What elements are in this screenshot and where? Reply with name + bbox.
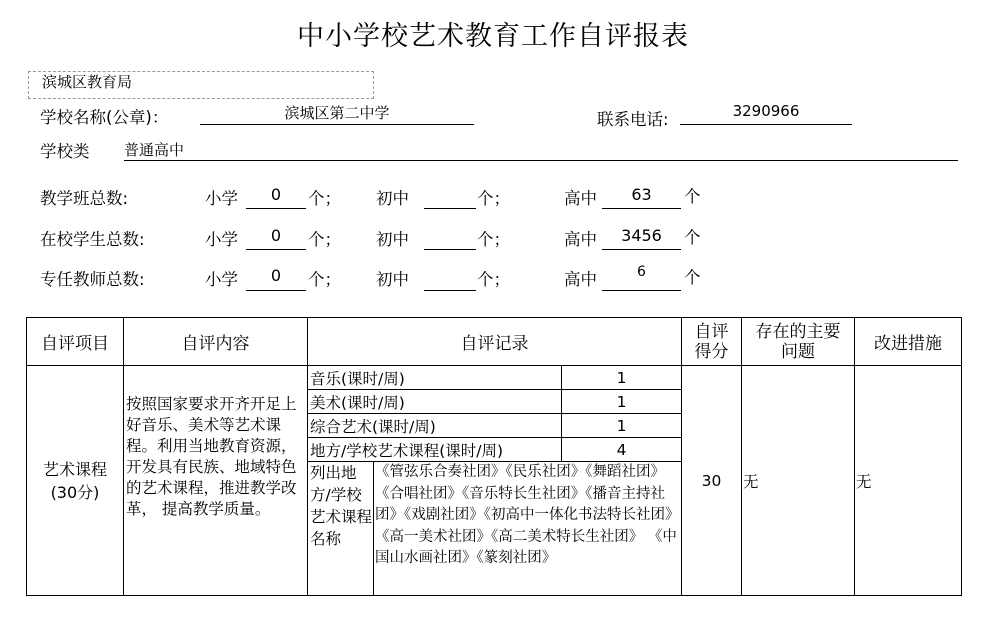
junior-label: 初中 — [376, 270, 409, 289]
primary-label: 小学 — [205, 270, 238, 289]
unit-label: 个； — [308, 189, 341, 208]
record-name: 音乐(课时/周) — [308, 366, 562, 390]
senior-count: 3456 — [602, 226, 681, 250]
record-value: 1 — [562, 414, 682, 438]
record-name: 地方/学校艺术课程(课时/周) — [308, 438, 562, 462]
evaluation-table — [26, 317, 962, 596]
unit-label: 个 — [684, 268, 701, 287]
phone-value: 3290966 — [680, 102, 852, 125]
record-name: 综合艺术(课时/周) — [308, 414, 562, 438]
unit-label: 个； — [477, 189, 510, 208]
school-name-value: 滨城区第二中学 — [200, 102, 474, 125]
unit-label: 个； — [477, 230, 510, 249]
header-problems: 存在的主要问题 — [742, 318, 855, 366]
junior-count — [424, 185, 476, 209]
score-cell: 30 — [682, 366, 742, 596]
header-record: 自评记录 — [308, 318, 682, 366]
clubs-list: 《管弦乐合奏社团》《民乐社团》《舞蹈社团》《合唱社团》《音乐特长生社团》《播音主持社团》《戏剧社团》《初高中一体化书法特长社团》《高一美术社团》《高二美术特长生社团》 《中国山水画社团》《篆刻社团》 — [374, 462, 682, 596]
record-value: 4 — [562, 438, 682, 462]
school-type-label: 学校类 — [40, 142, 90, 161]
count-row-label: 专任教师总数: — [40, 270, 145, 289]
primary-label: 小学 — [205, 230, 238, 249]
primary-count: 0 — [246, 226, 306, 250]
senior-count: 6 — [602, 264, 681, 291]
primary-label: 小学 — [205, 189, 238, 208]
senior-label: 高中 — [564, 230, 597, 249]
senior-count: 63 — [602, 185, 681, 209]
senior-label: 高中 — [564, 189, 597, 208]
page-title: 中小学校艺术教育工作自评报表 — [297, 21, 689, 52]
junior-count — [424, 226, 476, 250]
junior-count — [424, 266, 476, 291]
unit-label: 个 — [684, 228, 701, 247]
record-value: 1 — [562, 366, 682, 390]
junior-label: 初中 — [376, 230, 409, 249]
school-name-label: 学校名称(公章)： — [40, 108, 169, 127]
department-name: 滨城区教育局 — [42, 73, 133, 91]
unit-label: 个； — [477, 270, 510, 289]
content-cell: 按照国家要求开齐开足上好音乐、美术等艺术课程。利用当地教育资源，开发具有民族、地域特色的艺术课程，推进教学改革， 提高教学质量。 — [124, 366, 308, 596]
count-row-label: 在校学生总数: — [40, 230, 145, 249]
primary-count: 0 — [246, 266, 306, 291]
header-item: 自评项目 — [27, 318, 124, 366]
table-row — [27, 366, 962, 390]
header-score: 自评得分 — [682, 318, 742, 366]
problems-cell: 无 — [742, 366, 855, 596]
unit-label: 个； — [308, 270, 341, 289]
header-content: 自评内容 — [124, 318, 308, 366]
clubs-label: 列出地方/学校艺术课程名称 — [308, 462, 374, 596]
junior-label: 初中 — [376, 189, 409, 208]
header-measures: 改进措施 — [855, 318, 962, 366]
item-cell: 艺术课程 (30分) — [27, 366, 124, 596]
unit-label: 个 — [684, 187, 701, 206]
table-header-row — [27, 318, 962, 366]
record-name: 美术(课时/周) — [308, 390, 562, 414]
phone-label: 联系电话: — [597, 110, 669, 129]
record-value: 1 — [562, 390, 682, 414]
senior-label: 高中 — [564, 270, 597, 289]
primary-count: 0 — [246, 185, 306, 209]
unit-label: 个； — [308, 230, 341, 249]
measures-cell: 无 — [855, 366, 962, 596]
count-row-label: 教学班总数: — [40, 189, 129, 208]
school-type-value: 普通高中 — [124, 139, 958, 161]
